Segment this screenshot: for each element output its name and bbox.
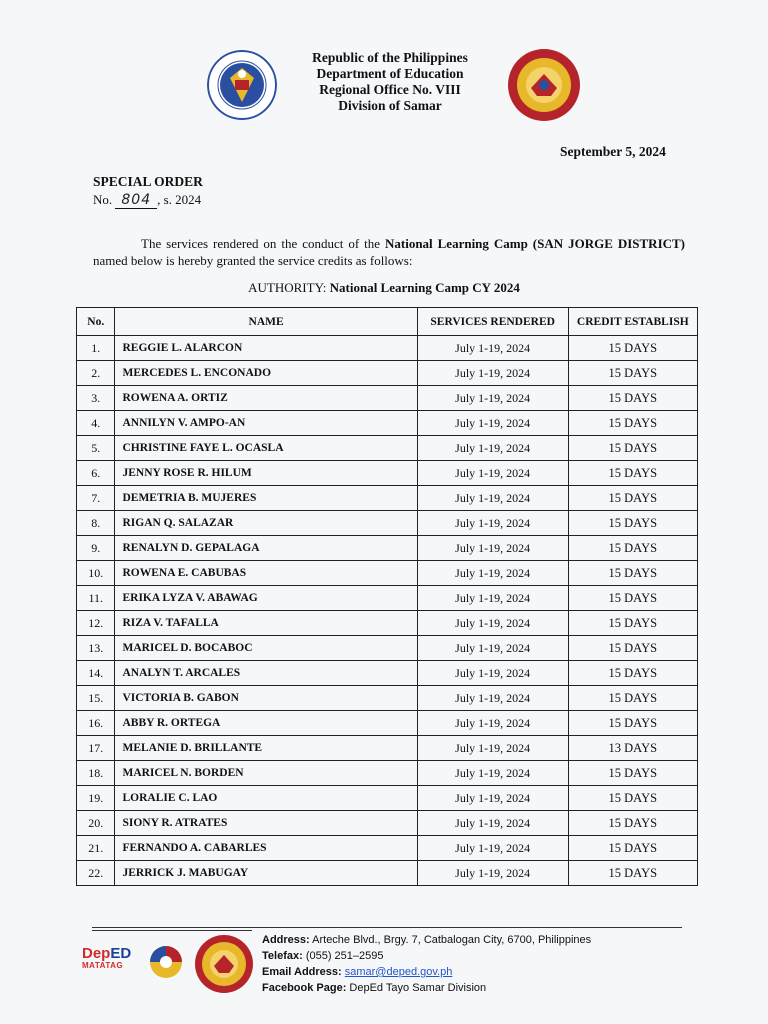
- row-no: 2.: [77, 361, 115, 386]
- table-row: [77, 486, 698, 511]
- paragraph-text-1: The services rendered on the conduct of the: [141, 236, 385, 251]
- table-row: [77, 611, 698, 636]
- deped-matatag-logo: [82, 946, 142, 986]
- header-services: SERVICES RENDERED: [417, 308, 568, 336]
- telefax-label: Telefax:: [262, 950, 303, 962]
- table-row: [77, 586, 698, 611]
- row-name: DEMETRIA B. MUJERES: [115, 486, 417, 511]
- order-series: , s. 2024: [157, 192, 202, 207]
- header-credit: CREDIT ESTABLISH: [568, 308, 697, 336]
- row-name: RENALYN D. GEPALAGA: [115, 536, 417, 561]
- row-no: 5.: [77, 436, 115, 461]
- table-row: [77, 461, 698, 486]
- footer-division-seal-icon: [194, 934, 254, 994]
- table-row: [77, 536, 698, 561]
- table-header-row: [77, 308, 698, 336]
- logo-ed: ED: [110, 945, 132, 962]
- header-no: No.: [77, 308, 115, 336]
- header-line-division: Division of Samar: [338, 98, 442, 113]
- table-row: [77, 836, 698, 861]
- row-no: 22.: [77, 861, 115, 886]
- row-credit: 15 DAYS: [568, 411, 697, 436]
- authority-line: [0, 280, 768, 296]
- service-credits-table: [76, 307, 698, 886]
- row-no: 19.: [77, 786, 115, 811]
- row-credit: 15 DAYS: [568, 586, 697, 611]
- header-name: NAME: [115, 308, 417, 336]
- row-credit: 15 DAYS: [568, 561, 697, 586]
- table-row: [77, 636, 698, 661]
- row-name: ABBY R. ORTEGA: [115, 711, 417, 736]
- paragraph-text-2: named below is hereby granted the service credits as follows:: [93, 253, 413, 268]
- row-no: 4.: [77, 411, 115, 436]
- row-no: 11.: [77, 586, 115, 611]
- table-row: [77, 336, 698, 361]
- header-line-region: Regional Office No. VIII: [319, 82, 461, 97]
- row-credit: 15 DAYS: [568, 786, 697, 811]
- row-services: July 1-19, 2024: [417, 536, 568, 561]
- row-name: MERCEDES L. ENCONADO: [115, 361, 417, 386]
- row-no: 13.: [77, 636, 115, 661]
- row-services: July 1-19, 2024: [417, 711, 568, 736]
- row-credit: 15 DAYS: [568, 861, 697, 886]
- row-no: 9.: [77, 536, 115, 561]
- row-credit: 15 DAYS: [568, 711, 697, 736]
- row-name: MARICEL N. BORDEN: [115, 761, 417, 786]
- row-services: July 1-19, 2024: [417, 561, 568, 586]
- row-credit: 15 DAYS: [568, 436, 697, 461]
- row-no: 3.: [77, 386, 115, 411]
- footer-divider-accent: [92, 930, 252, 931]
- row-credit: 13 DAYS: [568, 736, 697, 761]
- row-name: ANNILYN V. AMPO-AN: [115, 411, 417, 436]
- header-line-department: Department of Education: [316, 66, 464, 81]
- facebook-value: DepEd Tayo Samar Division: [346, 982, 487, 994]
- row-credit: 15 DAYS: [568, 636, 697, 661]
- row-credit: 15 DAYS: [568, 336, 697, 361]
- row-credit: 15 DAYS: [568, 511, 697, 536]
- row-no: 14.: [77, 661, 115, 686]
- row-credit: 15 DAYS: [568, 686, 697, 711]
- email-label: Email Address:: [262, 966, 342, 978]
- email-link[interactable]: samar@deped.gov.ph: [344, 966, 453, 978]
- table-row: [77, 861, 698, 886]
- table-row: [77, 761, 698, 786]
- row-name: FERNANDO A. CABARLES: [115, 836, 417, 861]
- row-no: 10.: [77, 561, 115, 586]
- row-services: July 1-19, 2024: [417, 786, 568, 811]
- row-name: RIGAN Q. SALAZAR: [115, 511, 417, 536]
- table-row: [77, 811, 698, 836]
- row-services: July 1-19, 2024: [417, 486, 568, 511]
- row-no: 1.: [77, 336, 115, 361]
- table-row: [77, 561, 698, 586]
- order-no-prefix: No.: [93, 192, 113, 207]
- row-no: 15.: [77, 686, 115, 711]
- order-date: September 5, 2024: [560, 144, 666, 159]
- row-no: 6.: [77, 461, 115, 486]
- row-services: July 1-19, 2024: [417, 511, 568, 536]
- paragraph-bold-event: National Learning Camp (SAN JORGE DISTRICT): [385, 236, 686, 251]
- row-name: ERIKA LYZA V. ABAWAG: [115, 586, 417, 611]
- row-services: July 1-19, 2024: [417, 811, 568, 836]
- logo-dep: Dep: [82, 945, 111, 962]
- row-credit: 15 DAYS: [568, 386, 697, 411]
- authority-label: AUTHORITY:: [248, 280, 330, 295]
- letterhead: [290, 50, 490, 114]
- address-label: Address:: [262, 934, 310, 946]
- row-name: MELANIE D. BRILLANTE: [115, 736, 417, 761]
- division-seal-icon: [507, 48, 581, 122]
- logo-matatag: MATATAG: [82, 961, 124, 970]
- table-row: [77, 511, 698, 536]
- row-services: July 1-19, 2024: [417, 861, 568, 886]
- body-paragraph: [93, 235, 685, 269]
- row-services: July 1-19, 2024: [417, 661, 568, 686]
- facebook-label: Facebook Page:: [262, 982, 347, 994]
- row-no: 18.: [77, 761, 115, 786]
- table-row: [77, 686, 698, 711]
- row-services: July 1-19, 2024: [417, 636, 568, 661]
- deped-seal-icon: [207, 50, 277, 120]
- row-credit: 15 DAYS: [568, 536, 697, 561]
- row-services: July 1-19, 2024: [417, 836, 568, 861]
- table-row: [77, 711, 698, 736]
- row-credit: 15 DAYS: [568, 761, 697, 786]
- special-order-number: [93, 192, 201, 208]
- table-row: [77, 411, 698, 436]
- handwritten-order-number: 804: [115, 192, 157, 209]
- row-name: JERRICK J. MABUGAY: [115, 861, 417, 886]
- footer-contact: [262, 932, 591, 996]
- row-services: July 1-19, 2024: [417, 686, 568, 711]
- row-services: July 1-19, 2024: [417, 336, 568, 361]
- row-no: 12.: [77, 611, 115, 636]
- row-services: July 1-19, 2024: [417, 461, 568, 486]
- row-services: July 1-19, 2024: [417, 586, 568, 611]
- row-name: VICTORIA B. GABON: [115, 686, 417, 711]
- table-row: [77, 661, 698, 686]
- row-services: July 1-19, 2024: [417, 611, 568, 636]
- row-no: 21.: [77, 836, 115, 861]
- row-no: 17.: [77, 736, 115, 761]
- row-no: 7.: [77, 486, 115, 511]
- row-name: SIONY R. ATRATES: [115, 811, 417, 836]
- row-name: REGGIE L. ALARCON: [115, 336, 417, 361]
- row-name: MARICEL D. BOCABOC: [115, 636, 417, 661]
- row-no: 8.: [77, 511, 115, 536]
- telefax-value: (055) 251–2595: [302, 950, 384, 962]
- row-name: ANALYN T. ARCALES: [115, 661, 417, 686]
- row-services: July 1-19, 2024: [417, 761, 568, 786]
- row-name: ROWENA A. ORTIZ: [115, 386, 417, 411]
- special-order-title: SPECIAL ORDER: [93, 174, 203, 189]
- row-credit: 15 DAYS: [568, 836, 697, 861]
- row-credit: 15 DAYS: [568, 611, 697, 636]
- table-row: [77, 786, 698, 811]
- row-credit: 15 DAYS: [568, 361, 697, 386]
- table-row: [77, 736, 698, 761]
- row-name: CHRISTINE FAYE L. OCASLA: [115, 436, 417, 461]
- footer-divider: [92, 927, 682, 928]
- row-no: 16.: [77, 711, 115, 736]
- table-row: [77, 436, 698, 461]
- address-value: Arteche Blvd., Brgy. 7, Catbalogan City, 6700, Philippines: [309, 934, 592, 946]
- table-row: [77, 386, 698, 411]
- row-credit: 15 DAYS: [568, 661, 697, 686]
- row-name: JENNY ROSE R. HILUM: [115, 461, 417, 486]
- row-services: July 1-19, 2024: [417, 411, 568, 436]
- row-services: July 1-19, 2024: [417, 386, 568, 411]
- row-services: July 1-19, 2024: [417, 436, 568, 461]
- row-name: ROWENA E. CABUBAS: [115, 561, 417, 586]
- row-no: 20.: [77, 811, 115, 836]
- bagong-pilipinas-logo-icon: [146, 944, 186, 986]
- row-credit: 15 DAYS: [568, 486, 697, 511]
- row-services: July 1-19, 2024: [417, 736, 568, 761]
- authority-value: National Learning Camp CY 2024: [329, 280, 520, 295]
- row-credit: 15 DAYS: [568, 811, 697, 836]
- row-name: RIZA V. TAFALLA: [115, 611, 417, 636]
- header-line-republic: Republic of the Philippines: [312, 50, 468, 65]
- row-name: LORALIE C. LAO: [115, 786, 417, 811]
- row-credit: 15 DAYS: [568, 461, 697, 486]
- table-row: [77, 361, 698, 386]
- row-services: July 1-19, 2024: [417, 361, 568, 386]
